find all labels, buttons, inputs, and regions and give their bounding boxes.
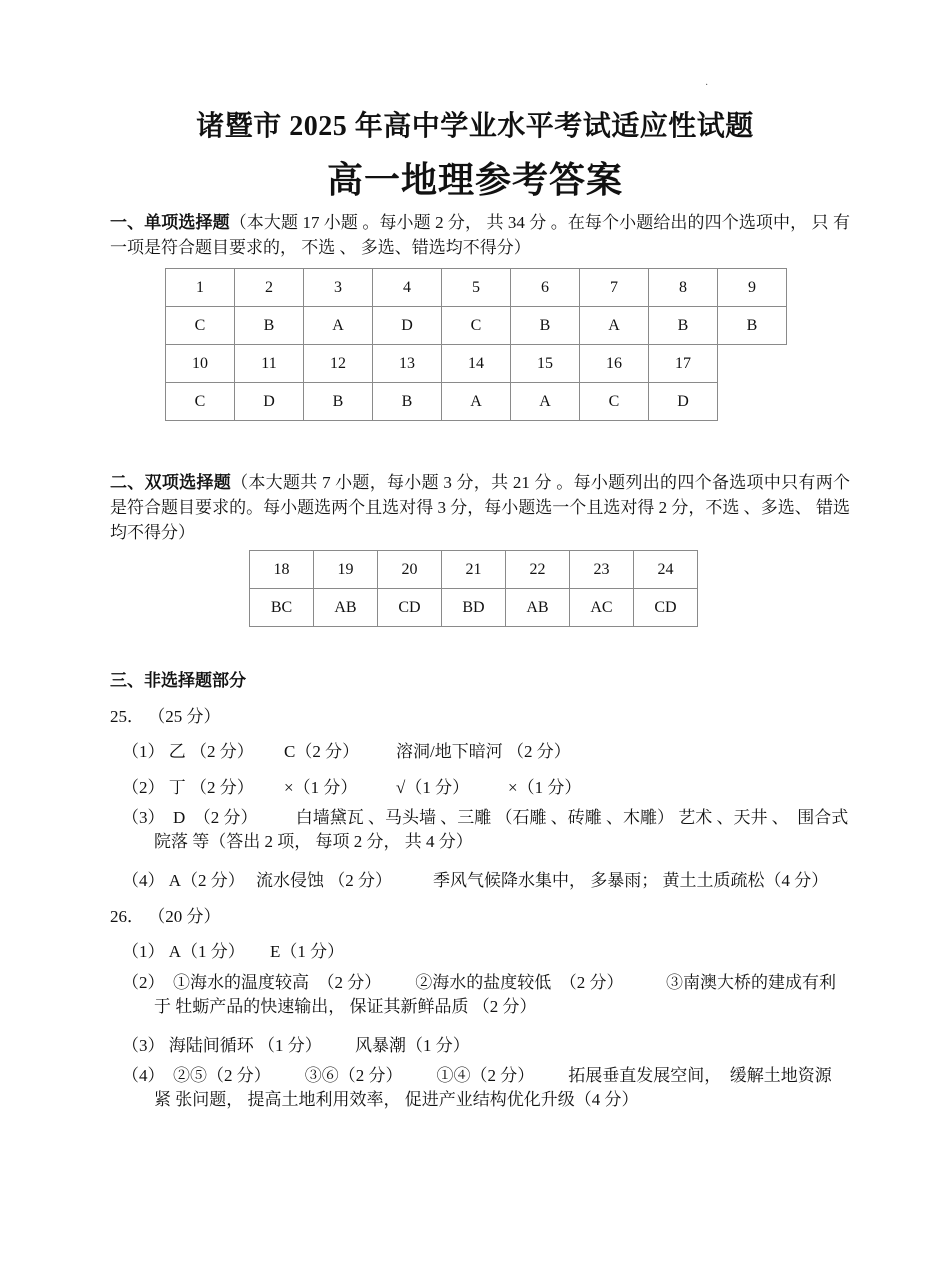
question-number: 6 bbox=[511, 269, 580, 307]
question-number: 9 bbox=[718, 269, 787, 307]
answer-cell: A bbox=[580, 307, 649, 345]
question-number: 15 bbox=[511, 345, 580, 383]
q26-part1-answer: E（1 分） bbox=[270, 942, 345, 961]
section1-instructions: （本大题 17 小题 。每小题 2 分， 共 34 分 。在每个小题给出的四个选项中， 只 有一项是符合题目要求的， 不选 、 多选、错选均不得分） bbox=[110, 213, 851, 257]
q26-heading: 26． （20 分） bbox=[110, 907, 221, 926]
q25-part4 bbox=[122, 866, 828, 891]
table-row bbox=[166, 383, 787, 421]
q25-part2-answer: √（1 分） bbox=[396, 778, 470, 797]
q25-part2-answer: ×（1 分） bbox=[284, 778, 358, 797]
question-number: 12 bbox=[304, 345, 373, 383]
question-number: 18 bbox=[250, 551, 314, 589]
q25-part1-answer: （1） 乙 （2 分） bbox=[122, 742, 254, 761]
answer-cell: C bbox=[166, 307, 235, 345]
q26-part4 bbox=[122, 1064, 842, 1112]
question-number: 21 bbox=[442, 551, 506, 589]
answer-cell: D bbox=[373, 307, 442, 345]
section2-answer-table bbox=[249, 550, 698, 627]
answer-cell: AB bbox=[314, 589, 378, 627]
section2-heading: 二、双项选择题 bbox=[110, 473, 232, 492]
answer-cell: A bbox=[442, 383, 511, 421]
q26-part3-answer: （3） 海陆间循环 （1 分） bbox=[122, 1036, 322, 1055]
empty-cell bbox=[718, 383, 787, 421]
question-number: 23 bbox=[570, 551, 634, 589]
table-row bbox=[250, 589, 698, 627]
answer-cell: AB bbox=[506, 589, 570, 627]
section3-heading: 三、非选择题部分 bbox=[110, 671, 246, 690]
question-number: 5 bbox=[442, 269, 511, 307]
section2-instructions: （本大题共 7 小题，每小题 3 分，共 21 分 。每小题列出的四个备选项中只有两个是符合题目要求的。每小题选两个且选对得 3 分，每小题选一个且选对得 2 分，不选 、多选、 错选均不得分） bbox=[110, 473, 850, 542]
page-mark: · bbox=[705, 80, 709, 91]
q25-part1-answer: C（2 分） bbox=[284, 742, 360, 761]
question-number: 10 bbox=[166, 345, 235, 383]
table-row bbox=[250, 551, 698, 589]
q26-part2-line1: （2） ①海水的温度较高 （2 分） ②海水的盐度较低 （2 分） ③南澳大桥的建成有利 bbox=[122, 973, 836, 992]
q25-part2-answer: ×（1 分） bbox=[508, 778, 582, 797]
q26-part3-answer: 风暴潮（1 分） bbox=[355, 1036, 470, 1055]
answer-cell: B bbox=[304, 383, 373, 421]
q26-part1 bbox=[122, 937, 344, 962]
question-number: 24 bbox=[634, 551, 698, 589]
q25-part4-answer: （4） A（2 分） bbox=[122, 871, 245, 890]
answer-cell: C bbox=[166, 383, 235, 421]
answer-cell: CD bbox=[378, 589, 442, 627]
q25-part1-answer: 溶洞/地下暗河 （2 分） bbox=[396, 742, 571, 761]
question-number: 3 bbox=[304, 269, 373, 307]
empty-cell bbox=[718, 345, 787, 383]
answer-cell: BD bbox=[442, 589, 506, 627]
answer-cell: CD bbox=[634, 589, 698, 627]
question-number: 20 bbox=[378, 551, 442, 589]
q25-part3-line2: 院落 等（答出 2 项， 每项 2 分， 共 4 分） bbox=[154, 832, 473, 851]
exam-title: 诸暨市 2025 年高中学业水平考试适应性试题 bbox=[196, 111, 754, 142]
answer-key-title: 高一地理参考答案 bbox=[326, 160, 623, 200]
answer-cell: B bbox=[649, 307, 718, 345]
answer-cell: B bbox=[373, 383, 442, 421]
q26-part4-line1: （4） ②⑤（2 分） ③⑥（2 分） ①④（2 分） 拓展垂直发展空间， 缓解土地资源 bbox=[122, 1066, 832, 1085]
question-number: 7 bbox=[580, 269, 649, 307]
question-number: 11 bbox=[235, 345, 304, 383]
q25-part4-answer: 流水侵蚀 （2 分） bbox=[256, 871, 392, 890]
q25-part2 bbox=[122, 773, 581, 798]
section1-answer-table bbox=[165, 268, 787, 421]
answer-cell: AC bbox=[570, 589, 634, 627]
question-number: 22 bbox=[506, 551, 570, 589]
question-number: 17 bbox=[649, 345, 718, 383]
answer-cell: B bbox=[511, 307, 580, 345]
answer-cell: A bbox=[304, 307, 373, 345]
q25-part2-answer: （2） 丁 （2 分） bbox=[122, 778, 254, 797]
table-row bbox=[166, 269, 787, 307]
section2-description bbox=[110, 470, 850, 545]
question-number: 14 bbox=[442, 345, 511, 383]
question-number: 19 bbox=[314, 551, 378, 589]
q25-heading: 25． （25 分） bbox=[110, 707, 221, 726]
q26-part1-answer: （1） A（1 分） bbox=[122, 942, 245, 961]
question-number: 2 bbox=[235, 269, 304, 307]
q25-part4-answer: 季风气候降水集中， 多暴雨； 黄土土质疏松（4 分） bbox=[433, 871, 829, 890]
answer-cell: BC bbox=[250, 589, 314, 627]
answer-cell: A bbox=[511, 383, 580, 421]
section1-heading: 一、单项选择题 bbox=[110, 213, 230, 232]
section1-description bbox=[110, 210, 850, 260]
q25-part3-line1: （3） D （2 分） 白墙黛瓦 、马头墙 、三雕 （石雕 、砖雕 、木雕） 艺术 、天井 、 围合式 bbox=[122, 808, 849, 827]
q26-part4-line2: 紧 张问题， 提高土地利用效率， 促进产业结构优化升级（4 分） bbox=[154, 1090, 639, 1109]
table-row bbox=[166, 307, 787, 345]
question-number: 13 bbox=[373, 345, 442, 383]
question-number: 8 bbox=[649, 269, 718, 307]
answer-cell: D bbox=[649, 383, 718, 421]
question-number: 1 bbox=[166, 269, 235, 307]
answer-cell: B bbox=[235, 307, 304, 345]
q26-part3 bbox=[122, 1031, 470, 1056]
answer-cell: C bbox=[442, 307, 511, 345]
q25-part1 bbox=[122, 737, 571, 762]
answer-cell: B bbox=[718, 307, 787, 345]
q25-part3 bbox=[122, 806, 849, 854]
question-number: 4 bbox=[373, 269, 442, 307]
table-row bbox=[166, 345, 787, 383]
answer-cell: D bbox=[235, 383, 304, 421]
answer-cell: C bbox=[580, 383, 649, 421]
q26-part2 bbox=[122, 971, 842, 1019]
question-number: 16 bbox=[580, 345, 649, 383]
q26-part2-line2: 于 牡蛎产品的快速输出， 保证其新鲜品质 （2 分） bbox=[154, 997, 537, 1016]
